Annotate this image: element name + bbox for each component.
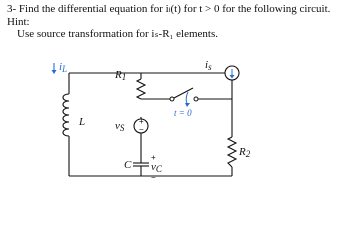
problem-line-1: 3- Find the differential equation for iₗ(t) for t > 0 for the following circuit. Hint:	[7, 3, 331, 28]
label-vs: vS	[115, 120, 125, 133]
inductor	[63, 94, 69, 136]
resistor-r2	[228, 137, 236, 167]
label-capacitor: C	[124, 159, 132, 171]
switch-arrow-icon	[186, 92, 188, 104]
current-arrow-icon	[52, 63, 57, 74]
label-r1: R1	[115, 69, 127, 82]
label-inductor: L	[79, 116, 86, 128]
voltage-source-vs	[134, 117, 148, 134]
problem-line-2: Use source transformation for iₛ-R₁ elements.	[17, 28, 218, 40]
label-vc-minus: −	[151, 173, 156, 182]
label-switch-time: t = 0	[174, 108, 192, 118]
label-is: is	[205, 59, 212, 72]
label-il: iL	[59, 61, 68, 74]
label-vc: vC	[151, 161, 162, 174]
capacitor	[133, 163, 149, 166]
svg-text:+: +	[139, 117, 144, 126]
svg-text:−: −	[139, 125, 144, 134]
resistor-r1	[137, 79, 145, 99]
label-r2: R2	[239, 146, 251, 159]
switch	[170, 88, 198, 107]
label-vc-plus: +	[151, 153, 156, 162]
current-source-is	[225, 66, 239, 80]
